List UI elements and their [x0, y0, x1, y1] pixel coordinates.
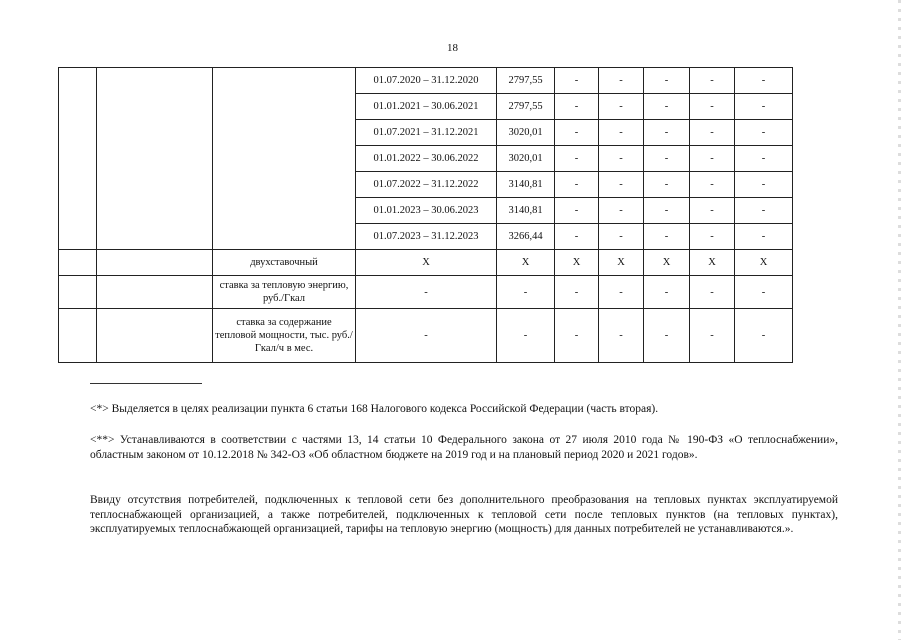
dash-cell: -: [599, 224, 644, 250]
period-cell: 01.07.2022 – 31.12.2022: [356, 172, 497, 198]
dash-cell: -: [599, 146, 644, 172]
dash-cell: -: [599, 94, 644, 120]
dash-cell: -: [555, 309, 599, 363]
dash-cell: X: [690, 250, 735, 276]
dash-cell: -: [644, 224, 690, 250]
dash-cell: -: [555, 94, 599, 120]
dash-cell: -: [735, 172, 793, 198]
table-row: [59, 250, 793, 276]
rate-label-cell: ставка за тепловую энергию, руб./Гкал: [213, 276, 356, 309]
footnote-legal-basis: <**> Устанавливаются в соответствии с частями 13, 14 статьи 10 Федерального закона от 27 июля 2010 года № 190-ФЗ «О теплоснабжении», областным законом от 10.12.2018 № 342-ОЗ «Об областном бюджете на 2019 год и на плановый период 2020 и 2021 годов».: [90, 434, 838, 461]
service-cell: [97, 276, 213, 309]
dash-cell: -: [644, 94, 690, 120]
tariff-value-cell: 3140,81: [497, 172, 555, 198]
dash-cell: -: [690, 276, 735, 309]
tariff-table: [58, 67, 793, 363]
dash-cell: -: [599, 172, 644, 198]
dash-cell: -: [644, 198, 690, 224]
dash-cell: -: [599, 309, 644, 363]
period-cell: 01.01.2023 – 30.06.2023: [356, 198, 497, 224]
dash-cell: -: [555, 172, 599, 198]
service-cell: [97, 68, 213, 250]
org-cell: [59, 68, 97, 250]
org-cell: [59, 276, 97, 309]
dash-cell: -: [690, 309, 735, 363]
dash-cell: -: [599, 276, 644, 309]
dash-cell: X: [555, 250, 599, 276]
dash-cell: -: [555, 276, 599, 309]
org-cell: [59, 309, 97, 363]
tariff-value-cell: 3020,01: [497, 146, 555, 172]
dash-cell: -: [690, 172, 735, 198]
page-number: 18: [447, 42, 458, 54]
dash-cell: -: [555, 120, 599, 146]
dash-cell: -: [644, 172, 690, 198]
dash-cell: -: [690, 146, 735, 172]
dash-cell: -: [735, 68, 793, 94]
dash-cell: -: [644, 68, 690, 94]
dash-cell: -: [555, 68, 599, 94]
period-cell: -: [356, 276, 497, 309]
dash-cell: -: [735, 120, 793, 146]
dash-cell: -: [735, 198, 793, 224]
dash-cell: -: [735, 94, 793, 120]
table-row: [59, 276, 793, 309]
tariff-value-cell: 2797,55: [497, 94, 555, 120]
note-no-consumers: Ввиду отсутствия потребителей, подключенных к тепловой сети без дополнительного преобразования на тепловых пунктах эксплуатируемой теплоснабжающей организацией, а также потребителей, подключенных к тепловой сети после тепловых пунктов (на тепловых пунктах), эксплуатируемых теплоснабжающей организацией, тарифы на тепловую энергию (мощность) для данных потребителей не устанавливаются.».: [90, 494, 838, 535]
tariff-value-cell: 3266,44: [497, 224, 555, 250]
dash-cell: -: [555, 146, 599, 172]
rate-label-cell: ставка за содержание тепловой мощности, тыс. руб./Гкал/ч в мес.: [213, 309, 356, 363]
dash-cell: -: [690, 94, 735, 120]
dash-cell: -: [690, 224, 735, 250]
dash-cell: -: [735, 276, 793, 309]
period-cell: 01.07.2020 – 31.12.2020: [356, 68, 497, 94]
period-cell: 01.07.2021 – 31.12.2021: [356, 120, 497, 146]
footnote-divider: [90, 383, 202, 384]
service-cell: [97, 309, 213, 363]
dash-cell: -: [555, 224, 599, 250]
dash-cell: -: [599, 198, 644, 224]
dash-cell: X: [735, 250, 793, 276]
dash-cell: -: [735, 224, 793, 250]
dash-cell: -: [644, 120, 690, 146]
tariff-value-cell: -: [497, 309, 555, 363]
dash-cell: -: [644, 276, 690, 309]
dash-cell: -: [644, 309, 690, 363]
org-cell: [59, 250, 97, 276]
table-row: [59, 68, 793, 94]
period-cell: 01.07.2023 – 31.12.2023: [356, 224, 497, 250]
period-cell: X: [356, 250, 497, 276]
dash-cell: -: [690, 198, 735, 224]
dash-cell: X: [599, 250, 644, 276]
tariff-value-cell: 3140,81: [497, 198, 555, 224]
tariff-value-cell: 2797,55: [497, 68, 555, 94]
table-row: [59, 309, 793, 363]
period-cell: 01.01.2021 – 30.06.2021: [356, 94, 497, 120]
period-cell: 01.01.2022 – 30.06.2022: [356, 146, 497, 172]
dash-cell: -: [690, 120, 735, 146]
period-cell: -: [356, 309, 497, 363]
tariff-value-cell: X: [497, 250, 555, 276]
tariff-type-cell: [213, 68, 356, 250]
dash-cell: -: [735, 146, 793, 172]
dash-cell: -: [644, 146, 690, 172]
dash-cell: -: [735, 309, 793, 363]
tariff-value-cell: -: [497, 276, 555, 309]
scan-edge: [898, 0, 901, 640]
service-cell: [97, 250, 213, 276]
dash-cell: -: [555, 198, 599, 224]
dash-cell: -: [690, 68, 735, 94]
footnote-vat: <*> Выделяется в целях реализации пункта 6 статьи 168 Налогового кодекса Российской Федерации (часть вторая).: [90, 403, 659, 415]
rate-label-cell: двухставочный: [213, 250, 356, 276]
dash-cell: -: [599, 120, 644, 146]
dash-cell: -: [599, 68, 644, 94]
dash-cell: X: [644, 250, 690, 276]
tariff-value-cell: 3020,01: [497, 120, 555, 146]
